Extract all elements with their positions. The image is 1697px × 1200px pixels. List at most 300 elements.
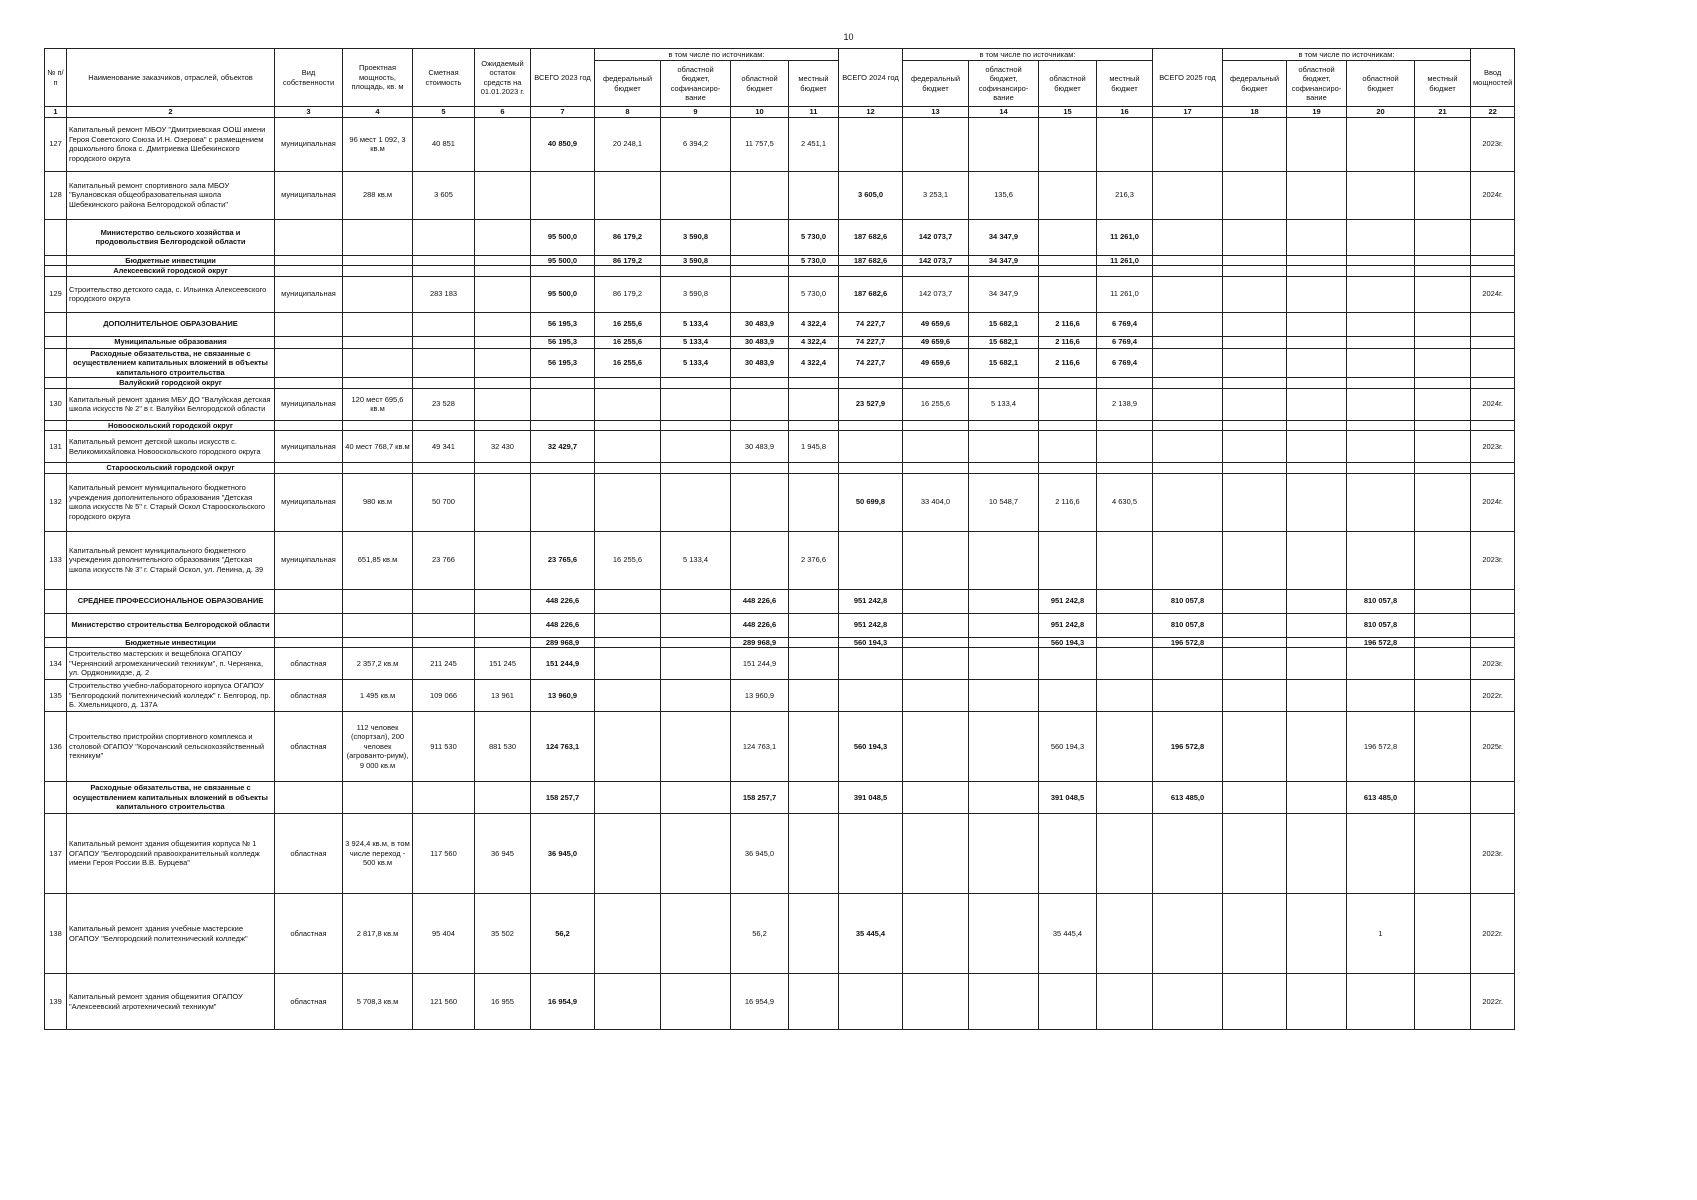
table-cell [1223,431,1287,463]
table-row [45,531,1515,589]
table-cell [1415,814,1471,894]
table-cell [475,266,531,277]
section-row [45,420,1515,431]
table-cell: 10 548,7 [969,473,1039,531]
table-cell: 74 227,7 [839,348,903,378]
table-cell [1347,388,1415,420]
table-cell: 5 133,4 [661,336,731,348]
table-cell [969,378,1039,389]
table-cell: 35 445,4 [1039,894,1097,974]
table-cell: 4 322,4 [789,348,839,378]
table-cell [275,463,343,474]
table-cell [595,680,661,712]
table-cell [475,473,531,531]
table-cell [1347,312,1415,336]
table-cell: 1 495 кв.м [343,680,413,712]
table-cell [1223,348,1287,378]
table-cell [789,648,839,680]
table-cell [731,276,789,312]
section-label: Валуйский городской округ [67,378,275,389]
table-cell [839,814,903,894]
table-cell [1223,219,1287,255]
table-cell [1223,712,1287,782]
table-cell [275,266,343,277]
table-cell: 30 483,9 [731,336,789,348]
table-cell: 2024г. [1471,171,1515,219]
table-cell [1039,171,1097,219]
column-number: 16 [1097,107,1153,118]
table-cell [839,648,903,680]
row-number [45,348,67,378]
table-cell [275,589,343,613]
table-cell [1223,894,1287,974]
table-cell [1415,378,1471,389]
table-cell [275,219,343,255]
table-cell: 196 572,8 [1153,637,1223,648]
table-cell [1223,171,1287,219]
table-cell [731,378,789,389]
table-cell: 810 057,8 [1347,613,1415,637]
table-cell: 15 682,1 [969,312,1039,336]
table-cell: муниципальная [275,117,343,171]
table-cell: 289 968,9 [731,637,789,648]
table-cell: 4 322,4 [789,336,839,348]
table-cell [1097,648,1153,680]
table-cell [1471,463,1515,474]
column-number: 13 [903,107,969,118]
header-regional: областной бюджет [731,61,789,107]
table-cell [789,974,839,1030]
table-cell: 40 850,9 [531,117,595,171]
row-number [45,255,67,266]
table-cell [1287,276,1347,312]
table-cell [413,348,475,378]
table-cell [903,531,969,589]
row-number: 130 [45,388,67,420]
table-cell [1039,388,1097,420]
table-cell [1223,589,1287,613]
table-cell: 391 048,5 [839,782,903,814]
group-row [45,219,1515,255]
table-cell: 135,6 [969,171,1039,219]
table-cell [475,348,531,378]
table-cell [1415,974,1471,1030]
row-number: 127 [45,117,67,171]
table-cell: 5 708,3 кв.м [343,974,413,1030]
table-cell [413,420,475,431]
table-cell [595,894,661,974]
table-cell [969,431,1039,463]
table-cell [1415,431,1471,463]
table-cell: 16 255,6 [595,531,661,589]
table-cell [1287,388,1347,420]
table-cell: 56 195,3 [531,336,595,348]
table-cell: 2 817,8 кв.м [343,894,413,974]
table-cell [789,613,839,637]
table-cell [413,589,475,613]
column-number: 3 [275,107,343,118]
table-cell: 6 769,4 [1097,312,1153,336]
table-cell: муниципальная [275,276,343,312]
table-cell [661,473,731,531]
table-cell: 5 133,4 [661,348,731,378]
table-cell [1223,782,1287,814]
table-cell [839,420,903,431]
table-cell: 4 322,4 [789,312,839,336]
header-federal: федеральный бюджет [1223,61,1287,107]
table-cell [1287,463,1347,474]
table-cell [789,680,839,712]
table-cell [1287,431,1347,463]
table-cell [661,680,731,712]
table-cell: 1 945,8 [789,431,839,463]
table-cell: 74 227,7 [839,336,903,348]
table-cell [731,255,789,266]
table-cell: 151 244,9 [731,648,789,680]
table-cell: 196 572,8 [1347,637,1415,648]
table-cell: 13 960,9 [731,680,789,712]
table-cell [275,255,343,266]
table-cell [475,219,531,255]
section-row [45,378,1515,389]
table-cell [275,336,343,348]
table-cell [903,782,969,814]
table-cell [731,531,789,589]
table-cell: 2023г. [1471,117,1515,171]
table-cell [1223,378,1287,389]
table-cell: 6 769,4 [1097,336,1153,348]
table-cell [903,814,969,894]
table-cell: 13 960,9 [531,680,595,712]
table-cell [1471,266,1515,277]
table-cell [1153,266,1223,277]
table-cell [969,712,1039,782]
table-cell [1471,613,1515,637]
table-cell [1223,463,1287,474]
table-cell: 560 194,3 [1039,712,1097,782]
column-number: 8 [595,107,661,118]
table-cell: 109 066 [413,680,475,712]
table-cell [1347,117,1415,171]
table-row [45,276,1515,312]
table-cell [1039,531,1097,589]
table-cell [731,266,789,277]
table-cell [1287,420,1347,431]
table-cell [1287,312,1347,336]
table-cell: 2023г. [1471,431,1515,463]
table-cell: 16 954,9 [531,974,595,1030]
table-cell [731,388,789,420]
table-cell [531,463,595,474]
table-cell [1471,348,1515,378]
table-cell: 34 347,9 [969,255,1039,266]
table-cell: 980 кв.м [343,473,413,531]
table-cell [1039,378,1097,389]
table-cell [1347,974,1415,1030]
table-cell [475,312,531,336]
column-number-row [45,107,1515,118]
table-cell [1223,814,1287,894]
table-cell: 2024г. [1471,473,1515,531]
table-cell [789,171,839,219]
table-cell: муниципальная [275,171,343,219]
table-cell [1415,117,1471,171]
row-number [45,266,67,277]
table-cell: 86 179,2 [595,255,661,266]
table-cell [343,613,413,637]
column-number: 12 [839,107,903,118]
table-cell [789,894,839,974]
table-cell: 2024г. [1471,388,1515,420]
column-number: 15 [1039,107,1097,118]
table-cell [1287,680,1347,712]
table-row [45,894,1515,974]
table-cell [1415,388,1471,420]
table-cell: 2022г. [1471,680,1515,712]
table-cell: муниципальная [275,473,343,531]
table-cell [1223,974,1287,1030]
table-cell [1223,276,1287,312]
table-cell: 117 560 [413,814,475,894]
table-cell [789,589,839,613]
table-cell: 211 245 [413,648,475,680]
header-sources-2025: в том числе по источникам: [1223,49,1471,61]
table-cell: 283 183 [413,276,475,312]
table-cell [969,680,1039,712]
object-name: Капитальный ремонт здания общежития корпуса № 1 ОГАПОУ "Белгородский правоохранительный колледж имени Героя России В.В. Бурцева" [67,814,275,894]
table-cell [1223,117,1287,171]
table-cell [475,255,531,266]
table-cell [661,420,731,431]
section-row [45,463,1515,474]
table-cell [275,348,343,378]
table-cell: 911 530 [413,712,475,782]
table-cell [903,420,969,431]
table-cell: 96 мест 1 092, 3 кв.м [343,117,413,171]
table-cell [903,974,969,1030]
table-cell: 23 766 [413,531,475,589]
table-cell [1347,648,1415,680]
table-cell: 448 226,6 [731,613,789,637]
table-cell: 951 242,8 [1039,589,1097,613]
table-cell [1287,378,1347,389]
object-name: Строительство детского сада, с. Ильинка Алексеевского городского округа [67,276,275,312]
table-cell [661,388,731,420]
table-cell [1287,648,1347,680]
table-cell: 11 261,0 [1097,255,1153,266]
table-row [45,648,1515,680]
object-name: Строительство мастерских и вещеблока ОГАПОУ "Чернянский агромеханический техникум", п. Чернянка, ул. Орджоникидзе, д. 2 [67,648,275,680]
table-cell [1287,814,1347,894]
table-cell [343,255,413,266]
table-cell: 49 341 [413,431,475,463]
table-cell: 124 763,1 [731,712,789,782]
table-cell [661,974,731,1030]
table-cell: муниципальная [275,531,343,589]
table-cell: 56 195,3 [531,348,595,378]
table-cell: 16 255,6 [595,348,661,378]
table-cell [731,463,789,474]
table-cell [969,648,1039,680]
table-cell [1097,782,1153,814]
table-cell: 95 500,0 [531,255,595,266]
group-row [45,637,1515,648]
table-cell [595,782,661,814]
header-cofin: областной бюджет, софинансиро-вание [1287,61,1347,107]
object-name: Капитальный ремонт спортивного зала МБОУ "Булановская общеобразовательная школа Шебекинского района Белгородской области" [67,171,275,219]
table-cell [1097,117,1153,171]
table-cell [1287,613,1347,637]
table-cell [1287,589,1347,613]
table-cell [1223,637,1287,648]
table-cell [969,531,1039,589]
row-number: 135 [45,680,67,712]
table-cell: 613 485,0 [1153,782,1223,814]
table-cell: 121 560 [413,974,475,1030]
object-name: Строительство пристройки спортивного комплекса и столовой ОГАПОУ "Корочанский сельскохозяйственный техникум" [67,712,275,782]
table-cell [1471,782,1515,814]
table-cell [969,814,1039,894]
table-cell [1347,348,1415,378]
table-cell [1097,814,1153,894]
section-label: Новооскольский городской округ [67,420,275,431]
table-cell: 3 590,8 [661,276,731,312]
table-cell [1039,117,1097,171]
table-cell [1415,589,1471,613]
group-label: СРЕДНЕЕ ПРОФЕССИОНАЛЬНОЕ ОБРАЗОВАНИЕ [67,589,275,613]
table-cell: областная [275,648,343,680]
table-cell [595,589,661,613]
table-cell: 810 057,8 [1153,613,1223,637]
table-cell [1223,680,1287,712]
table-cell [1347,463,1415,474]
table-cell [969,463,1039,474]
table-cell: 448 226,6 [531,589,595,613]
table-cell [1287,336,1347,348]
table-cell: 16 954,9 [731,974,789,1030]
table-cell [1471,219,1515,255]
table-cell [731,420,789,431]
table-cell [1097,378,1153,389]
table-cell [1153,171,1223,219]
header-total-2024: ВСЕГО 2024 год [839,49,903,107]
table-cell [1223,266,1287,277]
table-cell: 23 527,9 [839,388,903,420]
header-ownership: Вид собственности [275,49,343,107]
group-label: Расходные обязательства, не связанные с осуществлением капитальных вложений в объекты капитального строительства [67,782,275,814]
column-number: 5 [413,107,475,118]
table-cell: 2024г. [1471,276,1515,312]
table-cell [413,336,475,348]
group-row [45,255,1515,266]
table-cell [661,894,731,974]
table-cell [343,420,413,431]
table-cell [1097,463,1153,474]
table-cell [343,276,413,312]
table-cell [343,589,413,613]
table-cell [661,589,731,613]
group-label: Министерство строительства Белгородской области [67,613,275,637]
table-cell [1347,814,1415,894]
table-cell [1223,648,1287,680]
table-cell [839,974,903,1030]
table-cell: 5 133,4 [661,312,731,336]
table-body [45,117,1515,1030]
table-cell [1347,219,1415,255]
table-cell [343,463,413,474]
table-cell [413,378,475,389]
table-cell [661,431,731,463]
table-cell: 2 451,1 [789,117,839,171]
group-row [45,613,1515,637]
table-cell [839,266,903,277]
table-cell [1415,712,1471,782]
table-cell [1415,894,1471,974]
table-cell [475,531,531,589]
table-cell [903,117,969,171]
table-row [45,974,1515,1030]
table-cell [1153,388,1223,420]
row-number [45,219,67,255]
table-cell [413,266,475,277]
table-cell: 613 485,0 [1347,782,1415,814]
table-cell [343,336,413,348]
table-cell [343,782,413,814]
table-cell [731,219,789,255]
table-cell [1287,255,1347,266]
header-no: № п/п [45,49,67,107]
table-cell [413,463,475,474]
table-cell [1097,531,1153,589]
table-row [45,431,1515,463]
table-cell: 5 730,0 [789,219,839,255]
table-cell [275,312,343,336]
table-cell [595,420,661,431]
table-cell: 13 961 [475,680,531,712]
table-cell [413,637,475,648]
table-cell [1287,348,1347,378]
row-number: 139 [45,974,67,1030]
header-federal: федеральный бюджет [595,61,661,107]
table-cell: 16 255,6 [595,312,661,336]
table-cell [661,266,731,277]
object-name: Строительство учебно-лабораторного корпуса ОГАПОУ "Белгородский политехнический колледж" г. Белгород, пр. Б. Хмельницкого, д. 137А [67,680,275,712]
table-cell [1153,219,1223,255]
table-cell [969,613,1039,637]
header-cofin: областной бюджет, софинансиро-вание [969,61,1039,107]
row-number: 138 [45,894,67,974]
table-cell: 810 057,8 [1153,589,1223,613]
table-cell [969,782,1039,814]
column-number: 9 [661,107,731,118]
table-cell: 50 700 [413,473,475,531]
table-cell [1097,613,1153,637]
table-cell [1287,219,1347,255]
table-cell [1471,637,1515,648]
table-cell [1223,336,1287,348]
table-cell [1347,680,1415,712]
table-cell: 2023г. [1471,531,1515,589]
table-cell [343,637,413,648]
table-cell [1039,276,1097,312]
table-cell [275,613,343,637]
table-cell [475,613,531,637]
table-cell: областная [275,814,343,894]
table-row [45,388,1515,420]
table-cell [789,378,839,389]
table-cell: 810 057,8 [1347,589,1415,613]
object-name: Капитальный ремонт здания МБУ ДО "Валуйская детская школа искусств № 2" в г. Валуйки Белгородской области [67,388,275,420]
